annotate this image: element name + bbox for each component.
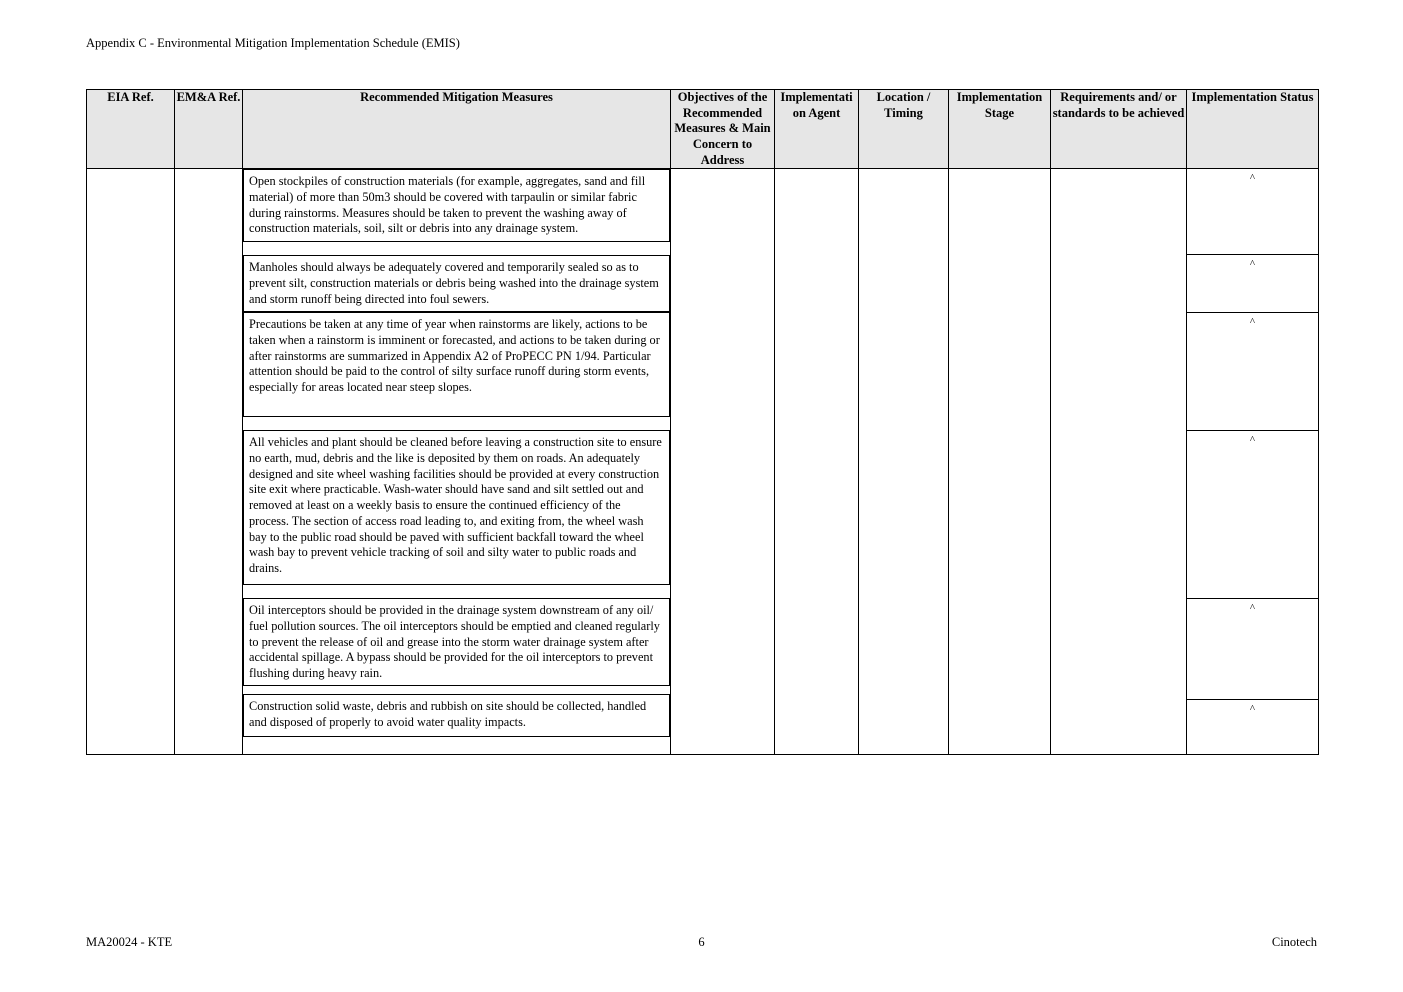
table-header-row bbox=[87, 90, 1319, 169]
cell-implementation-agent bbox=[775, 169, 859, 755]
status-entry: ^ bbox=[1187, 431, 1318, 599]
measure-gap bbox=[243, 686, 670, 694]
column-header-location-timing: Location / Timing bbox=[859, 90, 949, 169]
column-header-objectives: Objectives of the Recommended Measures & Main Concern to Address bbox=[671, 90, 775, 169]
column-header-implementation-agent: Implementati on Agent bbox=[775, 90, 859, 169]
cell-location-timing bbox=[859, 169, 949, 755]
column-header-requirements-standards: Requirements and/ or standards to be achieved bbox=[1051, 90, 1187, 169]
column-header-implementation-status: Implementation Status bbox=[1187, 90, 1319, 169]
cell-eia-ref bbox=[87, 169, 175, 755]
column-header-emea-ref: EM&A Ref. bbox=[175, 90, 243, 169]
cell-objectives bbox=[671, 169, 775, 755]
measure-item: All vehicles and plant should be cleaned before leaving a construction site to ensure no earth, mud, debris and the like is deposited by them on roads. An adequately designed and site wheel washing facilities should be provided at every construction site exit where practicable. Wash-water should have sand and silt settled out and removed at least on a weekly basis to ensure the continued efficiency of the process. The section of access road leading to, and exiting from, the wheel wash bay to the public road should be paved with sufficient backfall toward the wheel wash bay to prevent vehicle tracking of soil and silty water to public roads and drains. bbox=[243, 430, 670, 585]
table-row bbox=[87, 169, 1319, 755]
measure-item: Open stockpiles of construction materials (for example, aggregates, sand and fill material) of more than 50m3 should be covered with tarpaulin or similar fabric during rainstorms. Measures should be taken to prevent the washing away of construction materials, soil, silt or debris into any drainage system. bbox=[243, 169, 670, 242]
footer-document-ref: MA20024 - KTE bbox=[86, 935, 173, 949]
measure-item: Construction solid waste, debris and rubbish on site should be collected, handled and disposed of properly to avoid water quality impacts. bbox=[243, 694, 670, 737]
cell-implementation-stage bbox=[949, 169, 1051, 755]
status-entry: ^ bbox=[1187, 255, 1318, 313]
measure-gap bbox=[243, 585, 670, 598]
footer-page-number: 6 bbox=[698, 935, 705, 949]
measure-item: Precautions be taken at any time of year when rainstorms are likely, actions to be taken when a rainstorm is imminent or forecasted, and actions to be taken during or after rainstorms are summarized in Appendix A2 of ProPECC PN 1/94. Particular attention should be paid to the control of silty surface runoff during storm events, especially for areas located near steep slopes. bbox=[243, 312, 670, 417]
column-header-eia-ref: EIA Ref. bbox=[87, 90, 175, 169]
footer-company: Cinotech bbox=[1271, 935, 1317, 949]
column-header-implementation-stage: Implementation Stage bbox=[949, 90, 1051, 169]
measure-gap bbox=[243, 737, 670, 748]
status-entry: ^ bbox=[1187, 313, 1318, 431]
cell-emea-ref bbox=[175, 169, 243, 755]
status-entry: ^ bbox=[1187, 599, 1318, 700]
status-entry: ^ bbox=[1187, 169, 1318, 255]
measure-gap bbox=[243, 242, 670, 255]
page-header: Appendix C - Environmental Mitigation Implementation Schedule (EMIS) bbox=[86, 36, 460, 50]
column-header-recommended-mitigation-measures: Recommended Mitigation Measures bbox=[243, 90, 671, 169]
cell-implementation-status bbox=[1187, 169, 1319, 755]
cell-requirements-standards bbox=[1051, 169, 1187, 755]
emis-table bbox=[86, 89, 1319, 755]
measure-item: Oil interceptors should be provided in the drainage system downstream of any oil/ fuel pollution sources. The oil interceptors should be emptied and cleaned regularly to prevent the release of oil and grease into the storm water drainage system after accidental spillage. A bypass should be provided for the oil interceptors to prevent flushing during heavy rain. bbox=[243, 598, 670, 686]
status-entry: ^ bbox=[1249, 703, 1256, 716]
measure-item: Manholes should always be adequately covered and temporarily sealed so as to prevent silt, construction materials or debris being washed into the drainage system and storm runoff being directed into foul sewers. bbox=[243, 255, 670, 312]
cell-recommended-mitigation-measures bbox=[243, 169, 671, 755]
measure-gap bbox=[243, 417, 670, 430]
